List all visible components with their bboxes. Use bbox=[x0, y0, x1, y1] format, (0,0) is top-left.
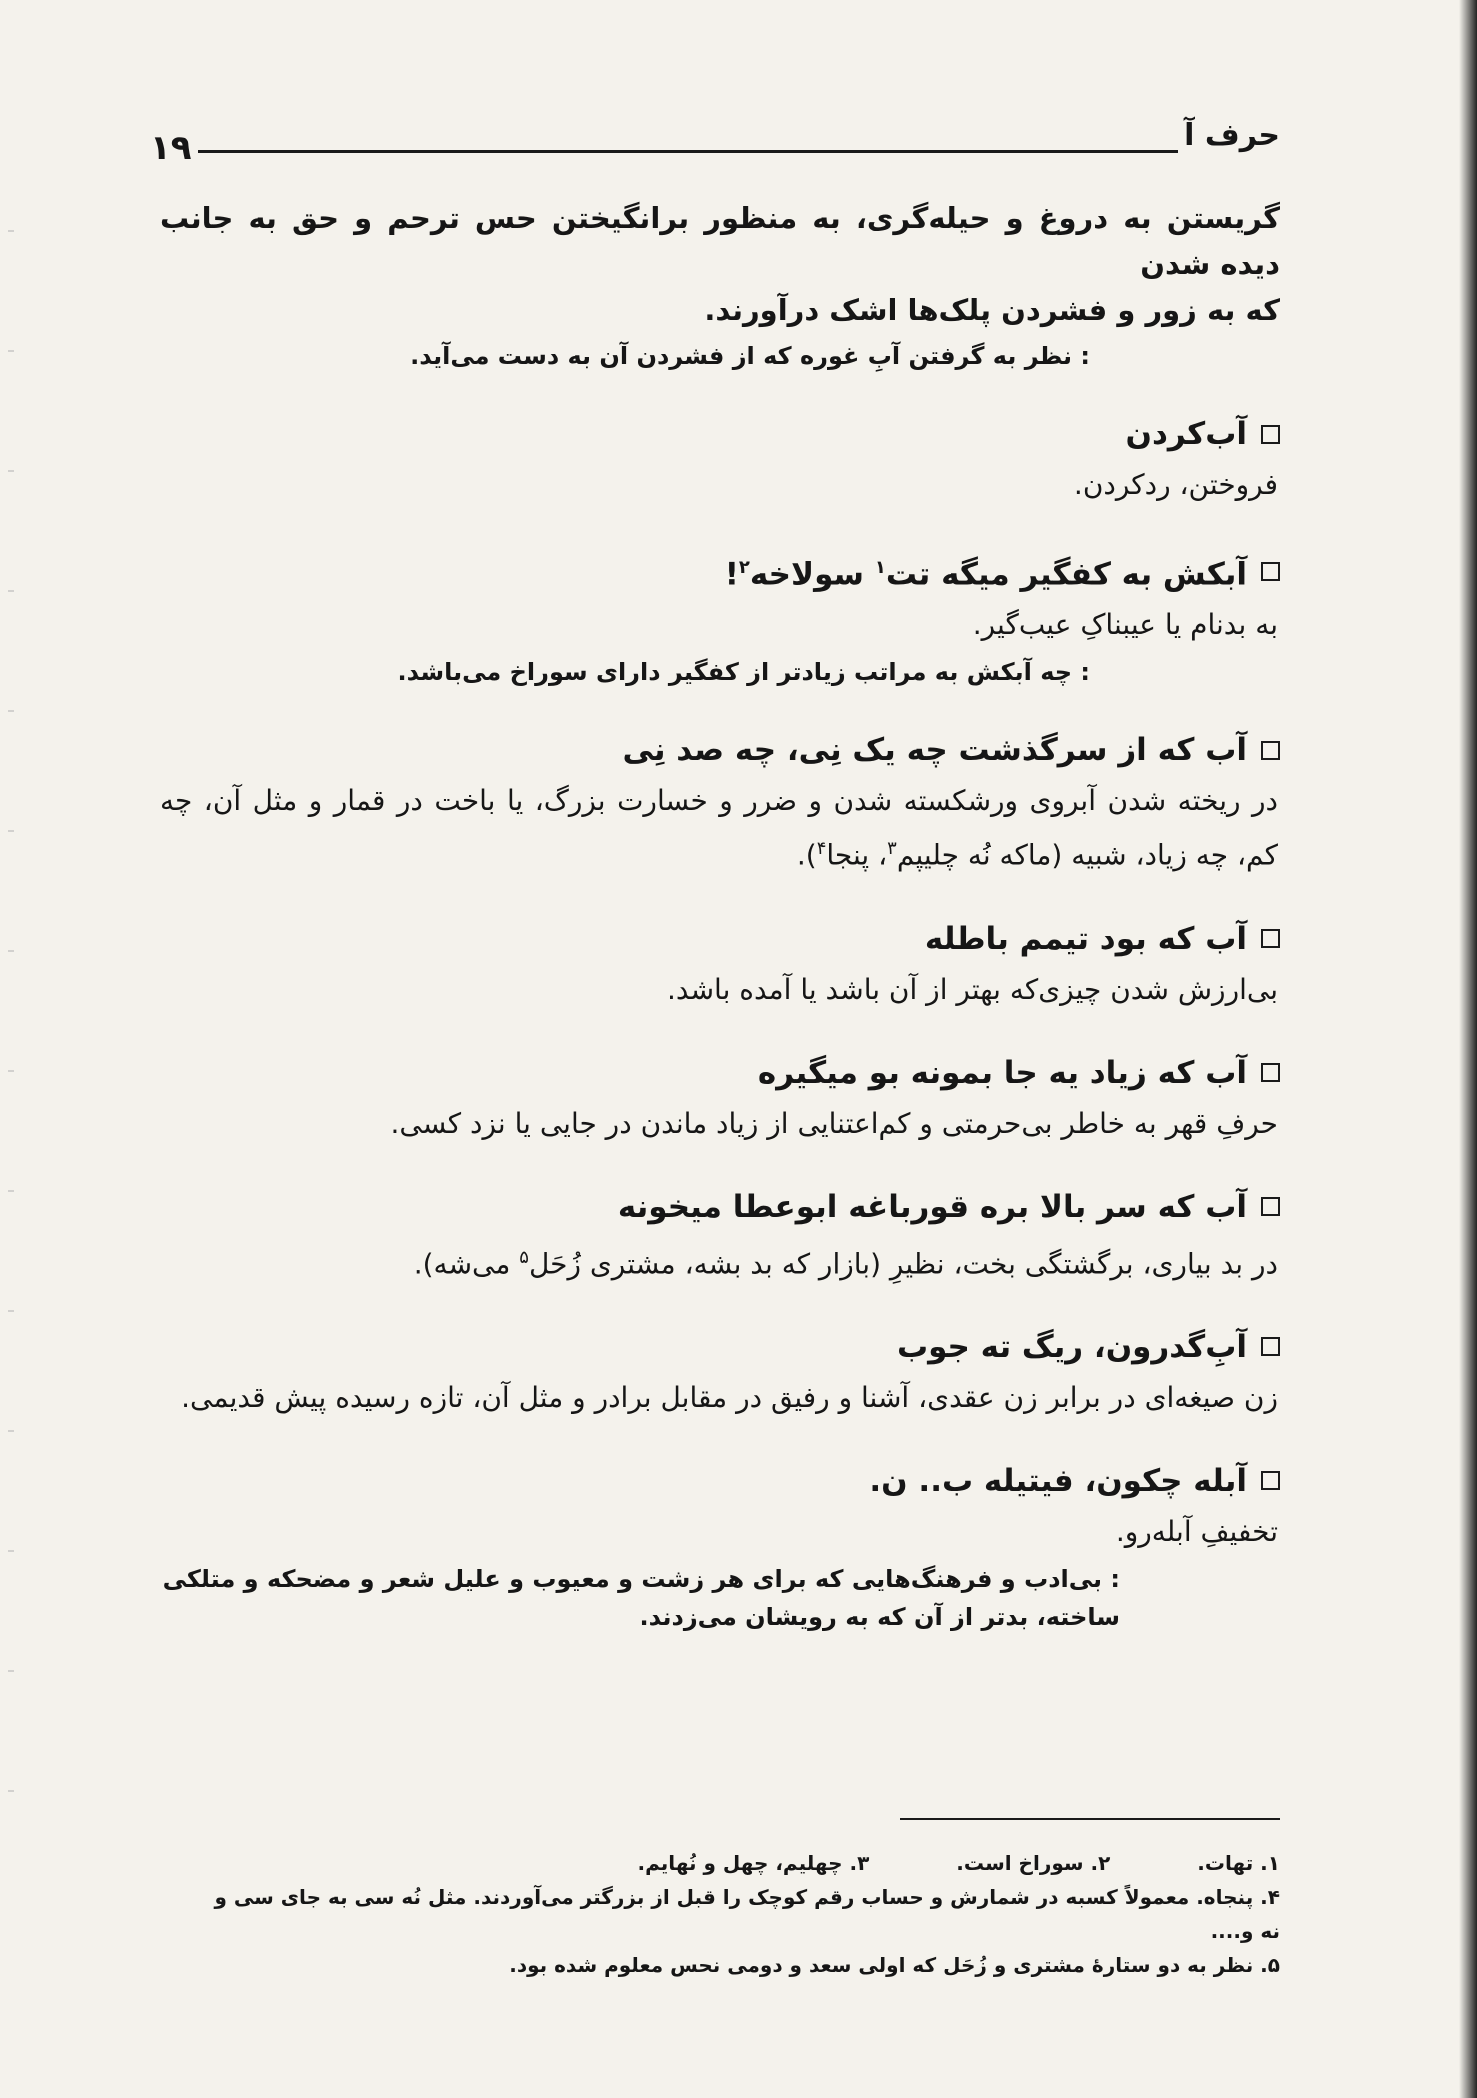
intro-line-1: گریستن به دروغ و حیله‌گری، به منظور برانگیختن حس ترحم و حق به جانب دیده شدن bbox=[160, 201, 1280, 281]
entry-definition: در بد بیاری، برگشتگی بخت، نظیرِ (بازار که بد بشه، مشتری زُحَل$^۵$ می‌شه). bbox=[413, 1246, 1278, 1280]
entry-title: آب که بود تیمم باطله bbox=[924, 920, 1247, 957]
entry-definition: در ریخته شدن آبروی ورشکسته شدن و ضرر و خسارت بزرگ، یا باخت در قمار و مثل آن، چه کم، چه زیاد، شبیه (ماکه نُه چلیپم$^۳$، پنجا$^۴$). bbox=[160, 784, 1278, 872]
entry-checkbox bbox=[1261, 1197, 1280, 1216]
entry-heading bbox=[160, 543, 1280, 599]
entry-7 bbox=[160, 1322, 1280, 1422]
scan-marks bbox=[8, 230, 14, 1830]
footnote-4a: ۴. پنجاه. معمولاً کسبه در شمارش و حساب رقم کوچک را قبل از بزرگتر می‌آوردند. مثل نُه سی به جای سی و bbox=[214, 1885, 1280, 1909]
entry-checkbox bbox=[1261, 929, 1280, 948]
entry-6 bbox=[160, 1182, 1280, 1288]
entry-checkbox bbox=[1261, 562, 1280, 581]
footnote-ref: ۳ bbox=[887, 838, 897, 860]
entry-title: آب که سر بالا بره قورباغه ابوعطا میخونه bbox=[617, 1188, 1247, 1225]
entry-definition: بی‌ارزش شدن چیزی‌که بهتر از آن باشد یا آمده باشد. bbox=[667, 972, 1278, 1006]
page-header bbox=[150, 108, 1280, 168]
entry-8 bbox=[160, 1456, 1280, 1636]
entry-note: : چه آبکش به مراتب زیادتر از کفگیر دارای سوراخ می‌باشد. bbox=[397, 658, 1090, 687]
entry-heading bbox=[160, 914, 1280, 964]
header-title: حرف آ bbox=[1184, 118, 1280, 153]
entry-definition: به بدنام یا عیبناکِ عیب‌گیر. bbox=[972, 608, 1278, 642]
entry-checkbox bbox=[1261, 425, 1280, 444]
footnote-5: ۵. نظر به دو ستارهٔ مشتری و زُحَل که اولی سعد و دومی نحس معلوم شده بود. bbox=[509, 1953, 1280, 1977]
intro-note: : نظر به گرفتن آبِ غوره که از فشردن آن به دست می‌آید. bbox=[410, 342, 1090, 370]
entry-note: : بی‌ادب و فرهنگ‌هایی که برای هر زشت و معیوب و علیل شعر و مضحکه و متلکی ساخته، بدتر از آن که به رویشان می‌زدند. bbox=[162, 1564, 1120, 1631]
entry-heading bbox=[160, 1048, 1280, 1098]
entry-title: آب که از سرگذشت چه یک نِی، چه صد نِی bbox=[622, 732, 1247, 769]
entry-heading bbox=[160, 1182, 1280, 1232]
header-rule bbox=[198, 150, 1178, 153]
footnote-ref: ۵ bbox=[519, 1246, 529, 1268]
entry-4 bbox=[160, 914, 1280, 1014]
footnote-1: ۱. تهات. bbox=[1197, 1851, 1280, 1875]
entry-definition: زن صیغه‌ای در برابر زن عقدی، آشنا و رفیق در مقابل برادر و مثل آن، تازه رسیده پیش قدیمی. bbox=[181, 1380, 1278, 1414]
entry-2 bbox=[160, 543, 1280, 691]
entry-definition: حرفِ قهر به خاطر بی‌حرمتی و کم‌اعتنایی از زیاد ماندن در جایی یا نزد کسی. bbox=[390, 1106, 1278, 1140]
entry-checkbox bbox=[1261, 741, 1280, 760]
footnote-rule bbox=[900, 1818, 1280, 1820]
entry-title: آب که زیاد یه جا بمونه بو میگیره bbox=[757, 1054, 1247, 1091]
page-edge-shadow bbox=[1459, 0, 1477, 2098]
footnote-ref: ۲ bbox=[738, 557, 750, 578]
intro-line-2: که به زور و فشردن پلک‌ها اشک درآورند. bbox=[704, 293, 1280, 327]
page-content bbox=[160, 195, 1280, 1636]
entry-1 bbox=[160, 409, 1280, 509]
entry-title: آب‌کردن bbox=[1125, 416, 1247, 452]
page-number: ۱۹ bbox=[150, 128, 192, 168]
entry-title: آبِ‌گدرون، ریگ ته جوب bbox=[896, 1328, 1247, 1365]
entry-definition: تخفیفِ آبله‌رو. bbox=[1115, 1514, 1278, 1548]
footnote-ref: ۱ bbox=[874, 557, 886, 578]
entry-heading bbox=[160, 409, 1280, 459]
footnote-3: ۳. چهلیم، چهل و نُهایم. bbox=[637, 1851, 870, 1875]
entry-3 bbox=[160, 725, 1280, 879]
entry-title: آبله چکون، فیتیله ب.. ن. bbox=[869, 1462, 1247, 1499]
footnote-line bbox=[200, 1846, 1280, 1880]
entry-definition: فروختن، ردکردن. bbox=[1073, 468, 1278, 501]
footnote-text bbox=[200, 1846, 1280, 1982]
entry-heading bbox=[160, 1322, 1280, 1372]
entry-title: آبکش به کفگیر میگه تت$^۱$ سولاخه$^۲$! bbox=[724, 556, 1247, 593]
entry-heading bbox=[160, 1456, 1280, 1506]
entry-checkbox bbox=[1261, 1471, 1280, 1490]
entry-checkbox bbox=[1261, 1063, 1280, 1082]
footnote-4b: نه و.... bbox=[1210, 1919, 1280, 1943]
footnote-2: ۲. سوراخ است. bbox=[956, 1851, 1111, 1875]
entry-heading bbox=[160, 725, 1280, 775]
footnote-ref: ۴ bbox=[816, 838, 827, 860]
entry-5 bbox=[160, 1048, 1280, 1148]
entry-checkbox bbox=[1261, 1337, 1280, 1356]
